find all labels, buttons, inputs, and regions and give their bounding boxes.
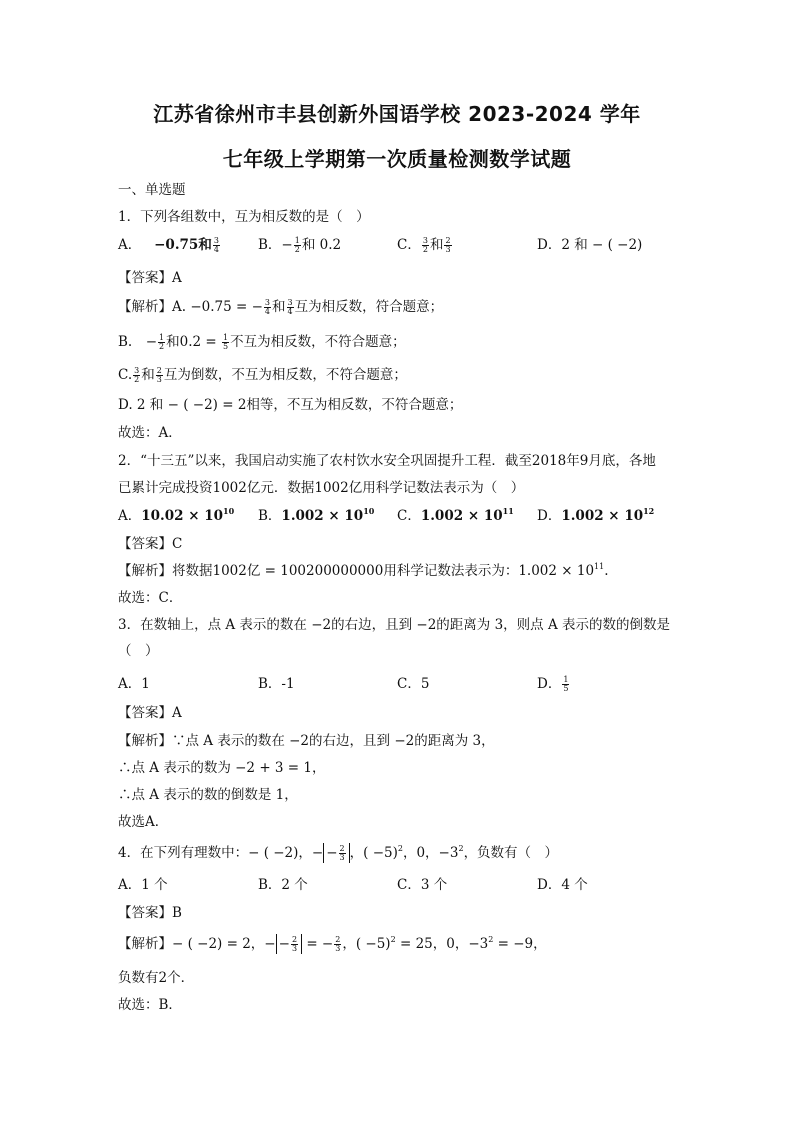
- q2-option-d: D．$1.002 \times 10^{12}$: [537, 506, 655, 524]
- q1-option-a: A． −0.75和 $\frac{3}{4}$: [118, 236, 219, 254]
- fraction: $\frac{3}{4}$: [213, 236, 219, 254]
- q1-conclusion: 故选：A．: [118, 425, 182, 441]
- fraction: $\frac{3}{2}$: [134, 366, 140, 384]
- fraction: $\frac{2}{3}$: [156, 366, 162, 384]
- q2-option-a: A．$10.02 \times 10^{10}$: [118, 506, 235, 524]
- fraction: $\frac{3}{2}$: [422, 236, 428, 254]
- q2-stem-line1: 2．“十三五”以来，我国启动实施了农村饮水安全巩固提升工程．截至2018年9月底，各地: [118, 453, 656, 469]
- q1-answer: 【答案】A: [118, 270, 182, 286]
- q2-answer: 【答案】C: [118, 536, 183, 552]
- q4-option-c: C．3 个: [397, 877, 448, 893]
- fraction: $\frac{1}{2}$: [159, 333, 165, 351]
- document-title-line1: 江苏省徐州市丰县创新外国语学校 2023-2024 学年: [153, 102, 641, 126]
- q3-option-b: B．-1: [258, 676, 295, 692]
- q2-explanation: 【解析】将数据1002亿 = 100200000000用科学记数法表示为：$1.002 \times 10^{11}$.: [118, 562, 609, 579]
- q4-explanation-2: 负数有2个．: [118, 970, 195, 986]
- q2-option-b: B．$1.002 \times 10^{10}$: [258, 506, 375, 524]
- q4-stem: 4．在下列有理数中：− ( −2)，− − $\frac{2}{3}$ ，( −5)$^2$，0，$-3^2$，负数有（ ）: [118, 844, 559, 862]
- document-title-line2: 七年级上学期第一次质量检测数学试题: [222, 147, 572, 171]
- q1-explanation-d: D. 2 和 − ( −2) = 2相等，不互为相反数，不符合题意；: [118, 397, 463, 413]
- q3-option-d: D． $\frac{1}{5}$: [537, 675, 569, 693]
- q3-option-a: A．1: [118, 676, 150, 692]
- q2-conclusion: 故选：C．: [118, 590, 183, 606]
- q1-explanation-a: 【解析】A. −0.75 = − $\frac{3}{4}$ 和 $\frac{3}{4}$ 互为相反数，符合题意；: [118, 298, 444, 316]
- q4-conclusion: 故选：B．: [118, 997, 182, 1013]
- q3-option-c: C．5: [397, 676, 430, 692]
- q3-conclusion: 故选A．: [118, 814, 169, 830]
- fraction: $\frac{3}{4}$: [287, 298, 293, 316]
- q1-option-b: B．− $\frac{1}{2}$ 和 0.2: [258, 236, 342, 254]
- fraction: $\frac{2}{3}$: [291, 935, 298, 953]
- q2-option-c: C．$1.002 \times 10^{11}$: [397, 506, 514, 524]
- q1-option-c: C． $\frac{3}{2}$ 和 $\frac{2}{3}$: [397, 236, 451, 254]
- fraction: $\frac{2}{3}$: [339, 844, 345, 862]
- fraction: $\frac{1}{5}$: [563, 675, 569, 693]
- q1-explanation-b: B. − $\frac{1}{2}$ 和0.2 = $\frac{1}{5}$ 不互为相反数，不符合题意；: [118, 333, 406, 351]
- q3-stem-line2: （ ）: [118, 643, 159, 659]
- fraction: $\frac{1}{2}$: [294, 236, 300, 254]
- absolute-value: − $\frac{2}{3}$: [276, 934, 302, 954]
- q2-stem-line2: 已累计完成投资1002亿元．数据1002亿用科学记数法表示为（ ）: [118, 480, 525, 496]
- q3-explanation-2: ∴点 A 表示的数为 −2 + 3 = 1，: [118, 760, 326, 776]
- q3-explanation-1: 【解析】∵点 A 表示的数在 −2的右边，且到 −2的距离为 3，: [118, 733, 495, 749]
- q3-explanation-3: ∴点 A 表示的数的倒数是 1，: [118, 787, 298, 803]
- fraction: $\frac{2}{3}$: [335, 935, 341, 953]
- q4-option-b: B．2 个: [258, 877, 308, 893]
- q3-answer: 【答案】A: [118, 705, 182, 721]
- q1-explanation-c: C. $\frac{3}{2}$ 和 $\frac{2}{3}$ 互为倒数，不互为相反数，不符合题意；: [118, 366, 407, 384]
- fraction: $\frac{1}{5}$: [223, 333, 229, 351]
- q1-option-d: D．2 和 − ( −2): [537, 237, 643, 253]
- q3-stem-line1: 3．在数轴上，点 A 表示的数在 −2的右边，且到 −2的距离为 3，则点 A 表示的数的倒数是: [118, 617, 671, 633]
- absolute-value: − $\frac{2}{3}$: [323, 843, 349, 863]
- fraction: $\frac{3}{4}$: [264, 298, 271, 316]
- q4-answer: 【答案】B: [118, 905, 182, 921]
- q4-option-a: A．1 个: [118, 877, 168, 893]
- q1-stem: 1．下列各组数中，互为相反数的是（ ）: [118, 209, 370, 225]
- q4-explanation-1: 【解析】− ( −2) = 2，− − $\frac{2}{3}$ = − $\frac{2}{3}$ ，( −5)$^2$ = 25，0，$-3^2 = -9$，: [118, 935, 547, 953]
- section-heading: 一、单选题: [118, 182, 186, 198]
- q4-option-d: D．4 个: [537, 877, 588, 893]
- fraction: $\frac{2}{3}$: [445, 236, 451, 254]
